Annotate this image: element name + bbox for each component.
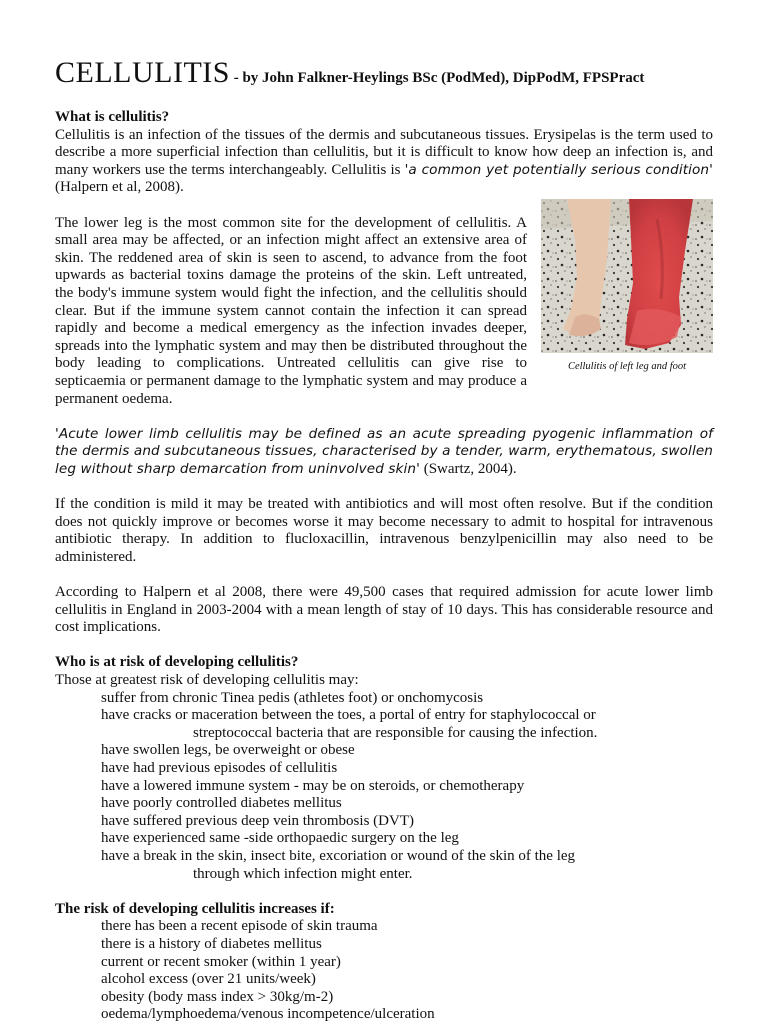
list-item: have cracks or maceration between the toes, a portal of entry for staphylococcal or streptococcal bacteria that are responsible for causing the infection. (101, 707, 598, 741)
list-item: have a break in the skin, insect bite, excoriation or wound of the skin of the leg through which infection might enter. (101, 847, 576, 882)
list-item: have experienced same -side orthopaedic surgery on the leg (101, 830, 459, 847)
intro-quote: 'a common yet potentially serious condition' (404, 161, 713, 178)
author-byline: - by John Falkner-Heylings BSc (PodMed), DipPodM, FPSPract (229, 70, 645, 86)
list-item: have had previous episodes of cellulitis (101, 759, 338, 776)
list-item: alcohol excess (over 21 units/week) (101, 971, 316, 988)
list-item: have poorly controlled diabetes mellitus (101, 795, 342, 812)
what-is-cellulitis-heading: What is cellulitis? (55, 109, 170, 125)
list-item: there has been a recent episode of skin trauma (101, 918, 378, 935)
list-item: suffer from chronic Tinea pedis (athletes foot) or onchomycosis (101, 689, 484, 706)
definition-paragraph: 'Acute lower limb cellulitis may be defined as an acute spreading pyogenic inflammation of the dermis and subcutaneous tissues, characterised by a tender, warm, erythematous, swollen leg without sharp demarcation from uninvolved skin' (Swartz, 2004). (55, 425, 713, 477)
document-title: CELLULITIS (55, 56, 230, 89)
list-item: have suffered previous deep vein thrombosis (DVT) (101, 812, 414, 829)
risk-heading: Who is at risk of developing cellulitis? (55, 654, 299, 671)
increased-risk-heading: The risk of developing cellulitis increases if: (55, 900, 335, 917)
risk-factors-list (55, 690, 713, 884)
increased-risk-list (55, 918, 713, 1024)
list-item: have a lowered immune system - may be on steroids, or chemotherapy (101, 777, 525, 794)
photo-caption: Cellulitis of left leg and foot (567, 360, 687, 372)
leg-photo-image (541, 199, 713, 353)
lower-leg-paragraph: The lower leg is the most common site for the development of cellulitis. A small area may be affected, or an infection might affect an extensive area of skin. The reddened area of skin is seen to ascend, to advance from the foot upwards as bacterial toxins damage the proteins of the skin. Left untreated, the body's immune system would fight the infection, and the cellulitis should clear. But if the immune system cannot contain the infection it can spread rapidly and become a medical emergency as the infection invades deeper, spreads into the lymphatic system and may then be distributed throughout the body leading to complications. Untreated cellulitis can give rise to septicaemia or permanent damage to the lymphatic system and may produce a permanent oedema. (55, 214, 527, 407)
list-item: obesity (body mass index > 30kg/m-2) (101, 988, 334, 1005)
list-item: current or recent smoker (within 1 year) (101, 953, 341, 970)
list-item: oedema/lymphoedema/venous incompetence/ulceration (101, 1006, 435, 1023)
title-line (55, 56, 713, 89)
definition-quote: 'Acute lower limb cellulitis may be defined as an acute spreading pyogenic inflammation of the dermis and subcutaneous tissues, characterised by a tender, warm, erythematous, swollen leg without sharp demarcation from uninvolved skin' (55, 425, 713, 477)
document-page (55, 56, 713, 1024)
leg-photo-figure (541, 199, 713, 373)
list-item: have swollen legs, be overweight or obese (101, 742, 355, 759)
statistics-paragraph: According to Halpern et al 2008, there were 49,500 cases that required admission for acute lower limb cellulitis in England in 2003-2004 with a mean length of stay of 10 days. This has considerable resource and cost implications. (55, 584, 713, 636)
intro-paragraph: Cellulitis is an infection of the tissues of the dermis and subcutaneous tissues. Erysipelas is the term used to describe a more superficial infection than cellulitis, but it is difficult to know how deep an infection is, and many workers use the terms interchangeably. Cellulitis is 'a common yet potentially serious condition' (Halpern et al, 2008). (55, 126, 713, 196)
list-item: there is a history of diabetes mellitus (101, 935, 322, 952)
treatment-paragraph: If the condition is mild it may be treated with antibiotics and will most often resolve. But if the condition does not quickly improve or becomes worse it may become necessary to admit to hospital for intravenous antibiotic therapy. In addition to flucloxacillin, intravenous benzylpenicillin may also need to be administered. (55, 496, 713, 565)
risk-intro: Those at greatest risk of developing cellulitis may: (55, 672, 359, 688)
